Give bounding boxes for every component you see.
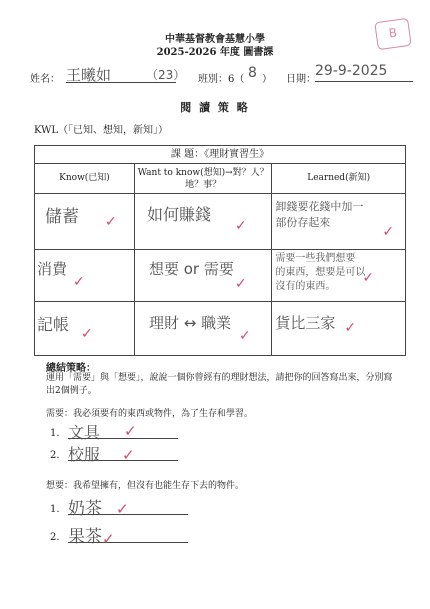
summary-title: 總結策略： bbox=[46, 363, 96, 374]
learned-cell: 卸錢要花錢中加一 部份存起來 ✓ bbox=[272, 194, 406, 250]
check-mark-icon: ✓ bbox=[238, 328, 251, 344]
kwl-label: KWL（「已知、想知，新知」） bbox=[34, 125, 169, 136]
want-cell: 想要 or 需要 ✓ bbox=[134, 250, 271, 302]
topic-title: 課 題：《理財實習生》 bbox=[170, 149, 270, 160]
year-line: 2025-2026 年度 圖書課 bbox=[156, 47, 274, 58]
know-cell: 消費 ✓ bbox=[35, 250, 135, 302]
page-title: 閱 讀 策 略 bbox=[180, 101, 250, 114]
name-label: 姓名： bbox=[30, 74, 60, 85]
name-value: 王曦如 bbox=[66, 64, 176, 83]
check-mark-icon: ✓ bbox=[362, 270, 375, 286]
check-mark-icon: ✓ bbox=[116, 500, 129, 518]
review-stamp: B bbox=[374, 18, 412, 50]
date-value: 29-9-2025 bbox=[315, 63, 413, 82]
want-item-1: 1. 奶茶 ✓ bbox=[50, 494, 200, 516]
check-mark-icon: ✓ bbox=[81, 326, 93, 342]
summary-instruction: 運用「需要」與「想要」，說說一個你曾經有的理財想法，請把你的回答寫出來，分別寫出2個例子。 bbox=[46, 373, 393, 396]
check-mark-icon: ✓ bbox=[122, 446, 135, 464]
kwl-table bbox=[34, 145, 406, 356]
header-know: Know(已知) bbox=[35, 164, 135, 194]
know-cell: 記帳 ✓ bbox=[35, 302, 135, 356]
know-cell: 儲蓄 ✓ bbox=[35, 194, 135, 250]
header-want: Want to know(想知)→對？人？ 地？事？ bbox=[134, 164, 271, 194]
need-item-1: 1. 文具 ✓ bbox=[50, 420, 190, 440]
check-mark-icon: ✓ bbox=[234, 218, 247, 234]
class-label: 班別：6（ bbox=[198, 74, 245, 85]
want-item-2: 2. 果茶 ✓ bbox=[50, 522, 200, 544]
want-label: 想要：我希望擁有，但沒有也能生存下去的物件。 bbox=[46, 481, 245, 491]
check-mark-icon: ✓ bbox=[124, 422, 137, 440]
check-mark-icon: ✓ bbox=[102, 530, 115, 548]
learned-cell: 需要一些我們想要 的東西，想要是可以 沒有的東西。 ✓ bbox=[272, 250, 406, 302]
school-name: 中華基督教會基慧小學 bbox=[165, 34, 265, 45]
table-row bbox=[35, 194, 406, 250]
learned-cell: 貨比三家 ✓ bbox=[272, 302, 406, 356]
want-cell: 理財 ↔ 職業 ✓ bbox=[134, 302, 271, 356]
student-number: （23） bbox=[146, 68, 186, 82]
topic-cell bbox=[35, 146, 406, 164]
want-cell: 如何賺錢 ✓ bbox=[134, 194, 271, 250]
check-mark-icon: ✓ bbox=[234, 276, 247, 292]
date-label: 日期： bbox=[286, 74, 316, 85]
check-mark-icon: ✓ bbox=[105, 214, 117, 230]
need-item-2: 2. 校服 ✓ bbox=[50, 442, 190, 462]
check-mark-icon: ✓ bbox=[382, 224, 395, 240]
header-learned: Learned(新知) bbox=[272, 164, 406, 194]
table-row bbox=[35, 250, 406, 302]
need-label: 需要：我必須要有的東西或物件，為了生存和學習。 bbox=[46, 409, 254, 419]
check-mark-icon: ✓ bbox=[73, 274, 85, 290]
class-value: 8 bbox=[248, 65, 257, 81]
name-row bbox=[30, 63, 410, 86]
table-row bbox=[35, 302, 406, 356]
check-mark-icon: ✓ bbox=[344, 320, 357, 336]
class-close: ） bbox=[262, 74, 272, 85]
